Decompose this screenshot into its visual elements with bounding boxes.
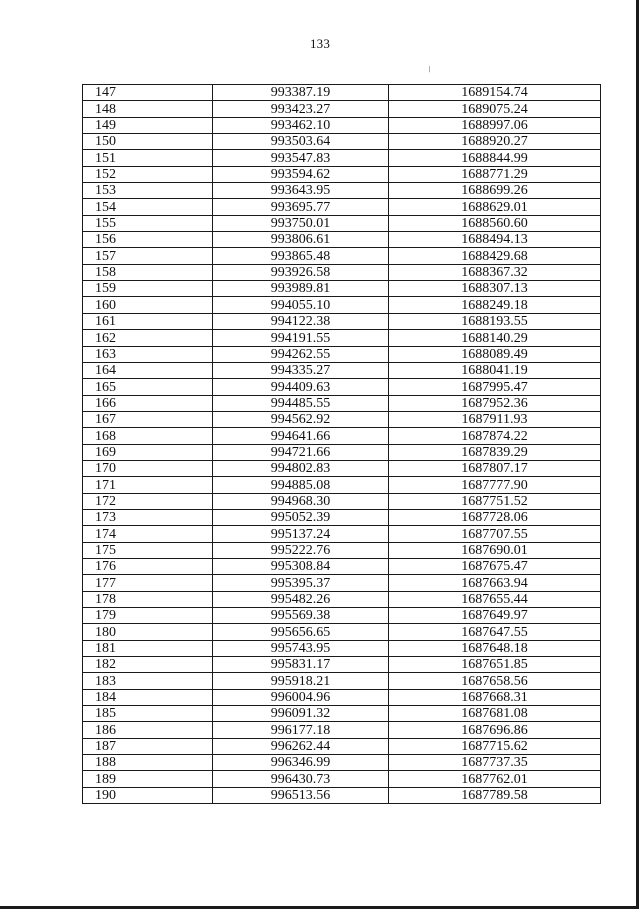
table-row [83,379,601,395]
y-coordinate-cell: 1687874.22 [389,428,601,444]
table-row [83,673,601,689]
x-coordinate-cell: 993643.95 [213,183,389,199]
x-coordinate-cell: 995308.84 [213,558,389,574]
table-row [83,395,601,411]
table-row [83,477,601,493]
table-row [83,215,601,231]
x-coordinate-cell: 993423.27 [213,101,389,117]
y-coordinate-cell: 1687668.31 [389,689,601,705]
x-coordinate-cell: 994409.63 [213,379,389,395]
table-row [83,738,601,754]
table-row [83,150,601,166]
y-coordinate-cell: 1688429.68 [389,248,601,264]
y-coordinate-cell: 1689154.74 [389,85,601,101]
x-coordinate-cell: 994122.38 [213,313,389,329]
y-coordinate-cell: 1687762.01 [389,771,601,787]
x-coordinate-cell: 993462.10 [213,117,389,133]
table-row [83,542,601,558]
y-coordinate-cell: 1688041.19 [389,362,601,378]
table-row [83,330,601,346]
point-number-cell: 173 [83,509,213,525]
point-number-cell: 150 [83,134,213,150]
x-coordinate-cell: 993750.01 [213,215,389,231]
y-coordinate-cell: 1687751.52 [389,493,601,509]
y-coordinate-cell: 1687789.58 [389,787,601,803]
table-row [83,199,601,215]
y-coordinate-cell: 1687649.97 [389,608,601,624]
table-row [83,281,601,297]
table-row [83,509,601,525]
table-row [83,166,601,182]
table-row [83,771,601,787]
stray-mark: / [426,63,433,75]
point-number-cell: 171 [83,477,213,493]
point-number-cell: 174 [83,526,213,542]
y-coordinate-cell: 1687839.29 [389,444,601,460]
x-coordinate-cell: 994055.10 [213,297,389,313]
y-coordinate-cell: 1688249.18 [389,297,601,313]
table-row [83,444,601,460]
point-number-cell: 188 [83,755,213,771]
x-coordinate-cell: 994335.27 [213,362,389,378]
y-coordinate-cell: 1687647.55 [389,624,601,640]
x-coordinate-cell: 993926.58 [213,264,389,280]
table-row [83,313,601,329]
table-row [83,134,601,150]
table-row [83,428,601,444]
point-number-cell: 180 [83,624,213,640]
point-number-cell: 182 [83,657,213,673]
point-number-cell: 153 [83,183,213,199]
coordinate-table-body [83,85,601,804]
point-number-cell: 162 [83,330,213,346]
point-number-cell: 178 [83,591,213,607]
x-coordinate-cell: 995482.26 [213,591,389,607]
table-row [83,640,601,656]
x-coordinate-cell: 995743.95 [213,640,389,656]
table-row [83,183,601,199]
point-number-cell: 154 [83,199,213,215]
x-coordinate-cell: 993594.62 [213,166,389,182]
y-coordinate-cell: 1687777.90 [389,477,601,493]
point-number-cell: 183 [83,673,213,689]
point-number-cell: 185 [83,706,213,722]
y-coordinate-cell: 1687651.85 [389,657,601,673]
x-coordinate-cell: 993989.81 [213,281,389,297]
y-coordinate-cell: 1688367.32 [389,264,601,280]
y-coordinate-cell: 1689075.24 [389,101,601,117]
point-number-cell: 156 [83,232,213,248]
table-row [83,624,601,640]
point-number-cell: 159 [83,281,213,297]
x-coordinate-cell: 995831.17 [213,657,389,673]
x-coordinate-cell: 994721.66 [213,444,389,460]
table-row [83,232,601,248]
point-number-cell: 167 [83,411,213,427]
y-coordinate-cell: 1687690.01 [389,542,601,558]
x-coordinate-cell: 996177.18 [213,722,389,738]
point-number-cell: 160 [83,297,213,313]
coordinate-table [82,84,601,804]
y-coordinate-cell: 1687715.62 [389,738,601,754]
x-coordinate-cell: 993387.19 [213,85,389,101]
point-number-cell: 187 [83,738,213,754]
table-row [83,297,601,313]
x-coordinate-cell: 994191.55 [213,330,389,346]
x-coordinate-cell: 993806.61 [213,232,389,248]
point-number-cell: 177 [83,575,213,591]
x-coordinate-cell: 994641.66 [213,428,389,444]
x-coordinate-cell: 995656.65 [213,624,389,640]
y-coordinate-cell: 1687648.18 [389,640,601,656]
x-coordinate-cell: 994885.08 [213,477,389,493]
point-number-cell: 184 [83,689,213,705]
y-coordinate-cell: 1688844.99 [389,150,601,166]
point-number-cell: 147 [83,85,213,101]
table-row [83,706,601,722]
y-coordinate-cell: 1687675.47 [389,558,601,574]
y-coordinate-cell: 1687696.86 [389,722,601,738]
y-coordinate-cell: 1688307.13 [389,281,601,297]
x-coordinate-cell: 995395.37 [213,575,389,591]
table-row [83,346,601,362]
y-coordinate-cell: 1687911.93 [389,411,601,427]
table-row [83,411,601,427]
point-number-cell: 148 [83,101,213,117]
x-coordinate-cell: 996346.99 [213,755,389,771]
table-row [83,101,601,117]
table-row [83,591,601,607]
y-coordinate-cell: 1688193.55 [389,313,601,329]
table-row [83,722,601,738]
y-coordinate-cell: 1687681.08 [389,706,601,722]
table-row [83,689,601,705]
x-coordinate-cell: 996262.44 [213,738,389,754]
point-number-cell: 152 [83,166,213,182]
x-coordinate-cell: 993503.64 [213,134,389,150]
y-coordinate-cell: 1687663.94 [389,575,601,591]
x-coordinate-cell: 993547.83 [213,150,389,166]
point-number-cell: 149 [83,117,213,133]
page-number: 133 [309,36,331,51]
x-coordinate-cell: 994802.83 [213,460,389,476]
x-coordinate-cell: 995052.39 [213,509,389,525]
y-coordinate-cell: 1687952.36 [389,395,601,411]
y-coordinate-cell: 1688140.29 [389,330,601,346]
table-row [83,575,601,591]
table-row [83,493,601,509]
point-number-cell: 163 [83,346,213,362]
point-number-cell: 151 [83,150,213,166]
y-coordinate-cell: 1688997.06 [389,117,601,133]
x-coordinate-cell: 993695.77 [213,199,389,215]
y-coordinate-cell: 1688771.29 [389,166,601,182]
point-number-cell: 170 [83,460,213,476]
table-row [83,558,601,574]
point-number-cell: 164 [83,362,213,378]
table-row [83,264,601,280]
point-number-cell: 176 [83,558,213,574]
y-coordinate-cell: 1687658.56 [389,673,601,689]
point-number-cell: 166 [83,395,213,411]
x-coordinate-cell: 996430.73 [213,771,389,787]
y-coordinate-cell: 1687737.35 [389,755,601,771]
y-coordinate-cell: 1687807.17 [389,460,601,476]
table-row [83,526,601,542]
y-coordinate-cell: 1687655.44 [389,591,601,607]
point-number-cell: 186 [83,722,213,738]
x-coordinate-cell: 996004.96 [213,689,389,705]
table-row [83,657,601,673]
point-number-cell: 168 [83,428,213,444]
point-number-cell: 157 [83,248,213,264]
x-coordinate-cell: 994262.55 [213,346,389,362]
y-coordinate-cell: 1688920.27 [389,134,601,150]
y-coordinate-cell: 1688560.60 [389,215,601,231]
y-coordinate-cell: 1688494.13 [389,232,601,248]
table-row [83,117,601,133]
table-row [83,460,601,476]
x-coordinate-cell: 996091.32 [213,706,389,722]
table-row [83,85,601,101]
point-number-cell: 179 [83,608,213,624]
x-coordinate-cell: 994562.92 [213,411,389,427]
point-number-cell: 165 [83,379,213,395]
x-coordinate-cell: 993865.48 [213,248,389,264]
table-row [83,248,601,264]
table-row [83,787,601,803]
x-coordinate-cell: 995918.21 [213,673,389,689]
point-number-cell: 190 [83,787,213,803]
table-row [83,362,601,378]
point-number-cell: 169 [83,444,213,460]
point-number-cell: 181 [83,640,213,656]
y-coordinate-cell: 1688089.49 [389,346,601,362]
x-coordinate-cell: 995137.24 [213,526,389,542]
y-coordinate-cell: 1687707.55 [389,526,601,542]
point-number-cell: 161 [83,313,213,329]
x-coordinate-cell: 994968.30 [213,493,389,509]
point-number-cell: 158 [83,264,213,280]
x-coordinate-cell: 995569.38 [213,608,389,624]
table-row [83,755,601,771]
point-number-cell: 175 [83,542,213,558]
point-number-cell: 189 [83,771,213,787]
point-number-cell: 172 [83,493,213,509]
x-coordinate-cell: 995222.76 [213,542,389,558]
x-coordinate-cell: 996513.56 [213,787,389,803]
y-coordinate-cell: 1687995.47 [389,379,601,395]
table-row [83,608,601,624]
y-coordinate-cell: 1688699.26 [389,183,601,199]
y-coordinate-cell: 1688629.01 [389,199,601,215]
x-coordinate-cell: 994485.55 [213,395,389,411]
y-coordinate-cell: 1687728.06 [389,509,601,525]
point-number-cell: 155 [83,215,213,231]
